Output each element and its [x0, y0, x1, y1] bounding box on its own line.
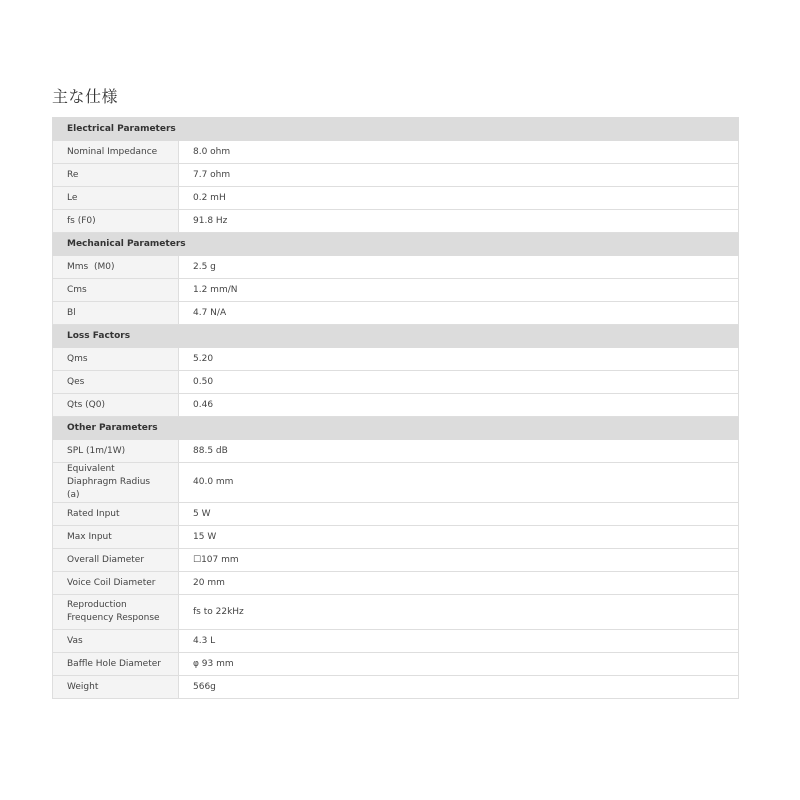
table-row	[53, 141, 739, 164]
row-label: Qes	[53, 371, 179, 394]
table-row	[53, 630, 739, 653]
section-title: Electrical Parameters	[53, 118, 739, 141]
row-label: Vas	[53, 630, 179, 653]
table-row	[53, 164, 739, 187]
row-label: Rated Input	[53, 503, 179, 526]
row-label: Le	[53, 187, 179, 210]
row-label: fs (F0)	[53, 210, 179, 233]
section-header-loss-factors	[53, 325, 739, 348]
section-header-electrical	[53, 118, 739, 141]
row-value: ☐107 mm	[179, 549, 739, 572]
table-row	[53, 595, 739, 630]
table-row	[53, 653, 739, 676]
row-label: Equivalent Diaphragm Radius (a)	[53, 463, 179, 503]
row-label: Re	[53, 164, 179, 187]
row-value: 0.46	[179, 394, 739, 417]
table-row	[53, 256, 739, 279]
table-row	[53, 503, 739, 526]
table-row	[53, 371, 739, 394]
row-value: 0.50	[179, 371, 739, 394]
row-label: Bl	[53, 302, 179, 325]
row-value: 566g	[179, 676, 739, 699]
page-title: 主な仕様	[52, 87, 119, 106]
row-value: 7.7 ohm	[179, 164, 739, 187]
table-row	[53, 526, 739, 549]
row-value: 20 mm	[179, 572, 739, 595]
row-label: Qms	[53, 348, 179, 371]
row-label: Mms (M0)	[53, 256, 179, 279]
row-value: 88.5 dB	[179, 440, 739, 463]
section-header-mechanical	[53, 233, 739, 256]
row-value: 0.2 mH	[179, 187, 739, 210]
table-row	[53, 572, 739, 595]
table-row	[53, 210, 739, 233]
section-title: Loss Factors	[53, 325, 739, 348]
row-label: Baffle Hole Diameter	[53, 653, 179, 676]
row-label: SPL (1m/1W)	[53, 440, 179, 463]
table-row	[53, 463, 739, 503]
row-value: 15 W	[179, 526, 739, 549]
section-title: Other Parameters	[53, 417, 739, 440]
row-label: Qts (Q0)	[53, 394, 179, 417]
table-row	[53, 348, 739, 371]
row-value: 5.20	[179, 348, 739, 371]
spec-table	[52, 117, 739, 699]
row-value: 4.7 N/A	[179, 302, 739, 325]
section-header-other	[53, 417, 739, 440]
row-value: fs to 22kHz	[179, 595, 739, 630]
row-value: 40.0 mm	[179, 463, 739, 503]
row-label: Overall Diameter	[53, 549, 179, 572]
table-row	[53, 279, 739, 302]
row-label: Max Input	[53, 526, 179, 549]
row-value: φ 93 mm	[179, 653, 739, 676]
table-row	[53, 676, 739, 699]
section-title: Mechanical Parameters	[53, 233, 739, 256]
row-value: 1.2 mm/N	[179, 279, 739, 302]
row-value: 91.8 Hz	[179, 210, 739, 233]
table-row	[53, 302, 739, 325]
row-value: 8.0 ohm	[179, 141, 739, 164]
table-row	[53, 549, 739, 572]
table-row	[53, 187, 739, 210]
row-label: Cms	[53, 279, 179, 302]
row-label: Reproduction Frequency Response	[53, 595, 179, 630]
row-value: 5 W	[179, 503, 739, 526]
row-label: Voice Coil Diameter	[53, 572, 179, 595]
row-value: 4.3 L	[179, 630, 739, 653]
row-value: 2.5 g	[179, 256, 739, 279]
table-row	[53, 394, 739, 417]
table-row	[53, 440, 739, 463]
row-label: Weight	[53, 676, 179, 699]
row-label: Nominal Impedance	[53, 141, 179, 164]
